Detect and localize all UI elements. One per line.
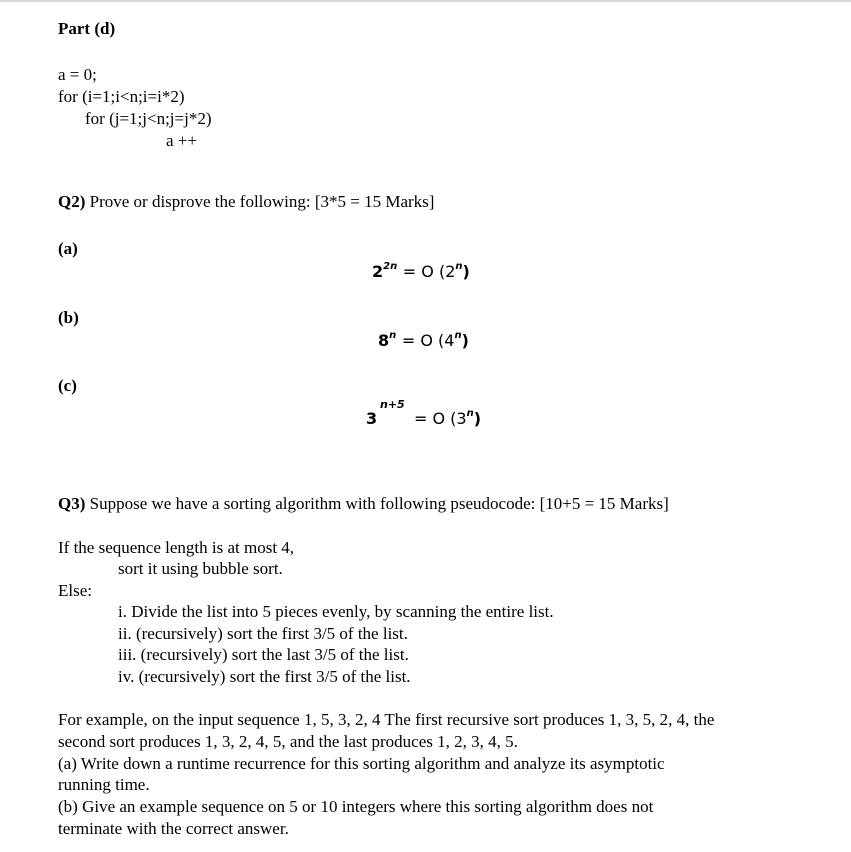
rhs-exponent: n xyxy=(466,407,474,419)
lhs-exponent: n xyxy=(389,329,397,341)
q3-text: Suppose we have a sorting algorithm with following pseudocode: [10+5 = 15 Marks] xyxy=(85,494,669,513)
pseudocode-line: sort it using bubble sort. xyxy=(118,559,283,578)
q3-prompt xyxy=(58,495,669,512)
q2-c-label: (c) xyxy=(58,376,77,395)
q2-label: Q2) xyxy=(58,192,86,211)
rhs-exponent: n xyxy=(455,260,463,272)
rhs: = O (3 xyxy=(414,409,467,428)
q2-c-exponent: n+5 xyxy=(380,398,405,411)
rhs-close: ) xyxy=(473,409,482,428)
paragraph-line: For example, on the input sequence 1, 5, 3, 2, 4 The first recursive sort produces 1, 3, 5, 2, 4, the xyxy=(58,710,715,729)
q2-a-label: (a) xyxy=(58,239,78,258)
pseudocode-line: iv. (recursively) sort the first 3/5 of the list. xyxy=(118,667,411,686)
paragraph-line: second sort produces 1, 3, 2, 4, 5, and the last produces 1, 2, 3, 4, 5. xyxy=(58,732,518,751)
rhs-close: ) xyxy=(461,331,469,350)
q2-c-base: 3 xyxy=(366,409,378,428)
code-line: a = 0; xyxy=(58,65,97,84)
paragraph-line: terminate with the correct answer. xyxy=(58,819,289,838)
code-line: for (i=1;i<n;i=i*2) xyxy=(58,87,185,106)
pseudocode-line: If the sequence length is at most 4, xyxy=(58,538,295,557)
lhs-base: 2 xyxy=(372,262,384,281)
rhs: = O (4 xyxy=(401,331,455,350)
rhs-exponent: n xyxy=(454,329,462,341)
pseudocode-line: Else: xyxy=(58,581,92,600)
paragraph-line: running time. xyxy=(58,775,150,794)
paragraph-line: (b) Give an example sequence on 5 or 10 integers where this sorting algorithm does not xyxy=(58,797,654,816)
q2-text: Prove or disprove the following: [3*5 = 15 Marks] xyxy=(85,192,435,211)
q3-label: Q3) xyxy=(58,494,86,513)
pseudocode-line: i. Divide the list into 5 pieces evenly, by scanning the entire list. xyxy=(118,602,554,621)
part-d-heading: Part (d) xyxy=(58,19,116,38)
lhs-base: 8 xyxy=(378,331,390,350)
pseudocode-line: ii. (recursively) sort the first 3/5 of the list. xyxy=(118,624,408,643)
code-line: for (j=1;j<n;j=j*2) xyxy=(85,109,212,128)
pseudocode-line: iii. (recursively) sort the last 3/5 of the list. xyxy=(118,645,409,664)
page-top-border xyxy=(0,0,851,2)
q2-b-equation xyxy=(378,329,469,350)
paragraph-line: (a) Write down a runtime recurrence for this sorting algorithm and analyze its asymptotic xyxy=(58,754,665,773)
rhs: = O (2 xyxy=(402,262,456,281)
q2-b-label: (b) xyxy=(58,308,79,327)
q2-a-equation xyxy=(372,260,470,281)
q2-c-rhs xyxy=(414,407,482,428)
q2-prompt xyxy=(58,193,434,210)
lhs-exponent: 2n xyxy=(383,260,398,272)
rhs-close: ) xyxy=(462,262,470,281)
code-line: a ++ xyxy=(166,131,197,150)
